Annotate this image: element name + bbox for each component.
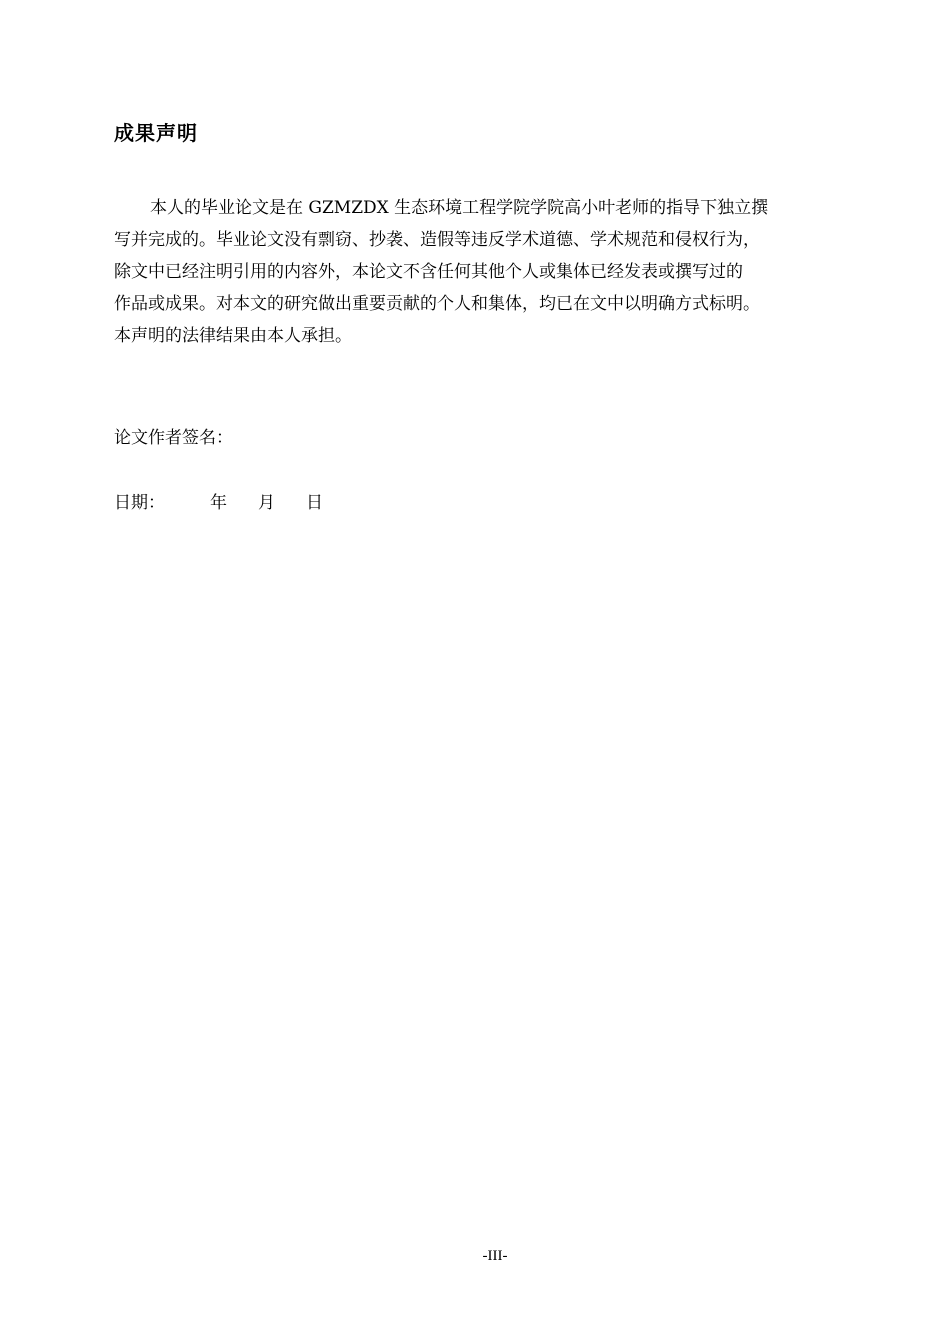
paragraph-line: 本人的毕业论文是在 GZMZDX 生态环境工程学院学院高小叶老师的指导下独立撰 (150, 198, 769, 218)
signature-label: 论文作者签名： (114, 428, 233, 448)
paragraph-line: 除文中已经注明引用的内容外，本论文不含任何其他个人或集体已经发表或撰写过的 (114, 262, 743, 282)
page-number: -III- (482, 1248, 508, 1264)
paragraph-line: 作品或成果。对本文的研究做出重要贡献的个人和集体，均已在文中以明确方式标明。 (114, 294, 760, 314)
date-year-label: 年 (210, 493, 227, 513)
date-label: 日期： (114, 493, 165, 513)
date-month-label: 月 (258, 493, 275, 513)
paragraph-line: 本声明的法律结果由本人承担。 (114, 326, 352, 346)
declaration-paragraph (114, 192, 854, 352)
date-row (114, 489, 323, 517)
page-title: 成果声明 (114, 121, 198, 145)
date-day-label: 日 (306, 493, 323, 513)
paragraph-line: 写并完成的。毕业论文没有剽窃、抄袭、造假等违反学术道德、学术规范和侵权行为， (114, 230, 760, 250)
